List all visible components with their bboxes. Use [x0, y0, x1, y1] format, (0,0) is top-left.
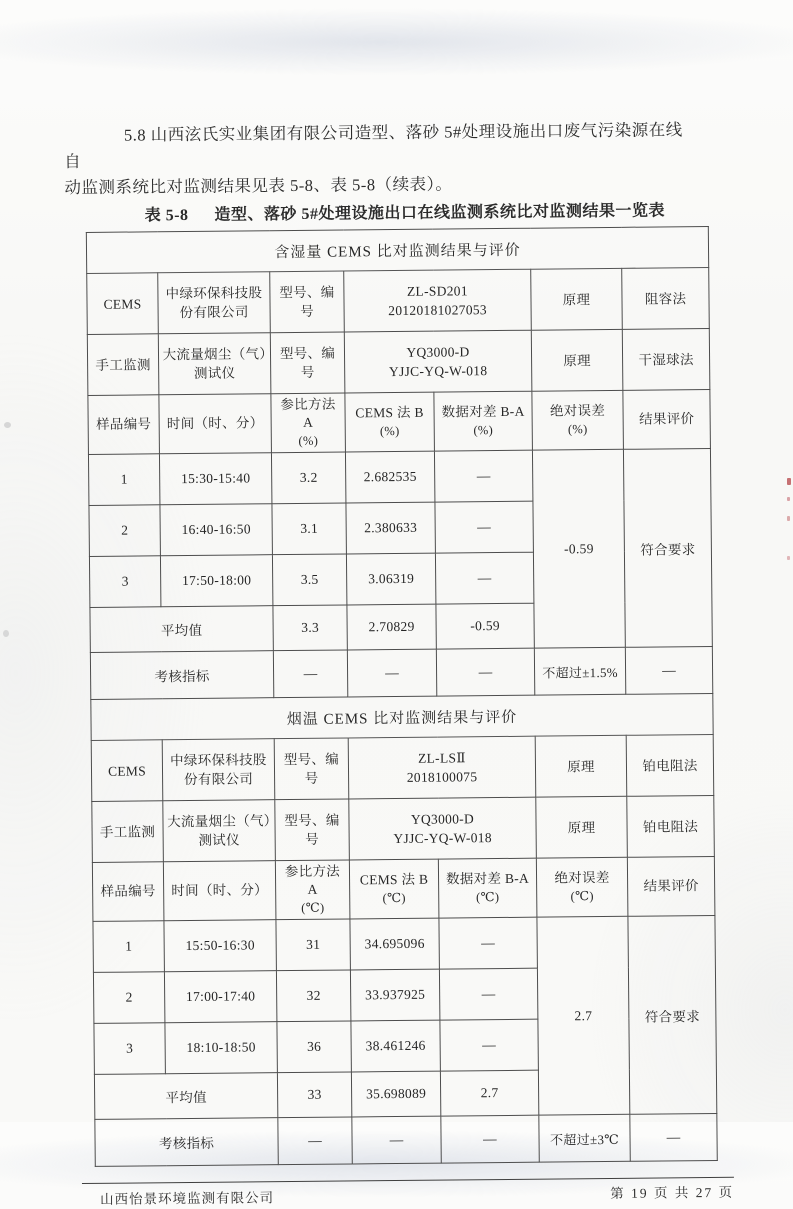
average-cems-value: 35.698089 [351, 1071, 440, 1117]
cell-sample-no: 2 [93, 972, 164, 1024]
cems-model-serial [348, 736, 536, 799]
scan-artifact-smudge [3, 630, 9, 637]
model-serial-label: 型号、编号 [270, 332, 345, 394]
assessment-limit: 不超过±3℃ [539, 1114, 630, 1162]
cell-diff: — [435, 501, 533, 553]
footer-company-name: 山西怡景环境监测有限公司 [100, 1190, 275, 1207]
footer-row [82, 1178, 734, 1208]
section2-title-row [91, 693, 713, 740]
cell-sample-no: 1 [88, 454, 159, 506]
manual-label: 手工监测 [92, 801, 164, 863]
cell-cems-value: 2.380633 [346, 502, 435, 554]
cems-model: ZL-SD201 [406, 283, 468, 299]
section1-title-row [86, 226, 708, 273]
assessment-index-row [90, 646, 712, 699]
assessment-result: — [630, 1113, 717, 1161]
section1-manual-row [87, 328, 710, 395]
cems-serial: 2018100075 [406, 769, 478, 785]
assessment-index-row [95, 1113, 717, 1166]
cell-diff: — [439, 968, 537, 1020]
col-header-abs-error: 绝对误差 (℃) [536, 857, 628, 917]
assessment-cems: — [352, 1116, 441, 1164]
cems-vendor: 中绿环保科技股份有限公司 [162, 739, 275, 801]
comparison-monitoring-table [86, 226, 718, 1167]
cell-time: 15:50-16:30 [164, 920, 276, 972]
principle-label: 原理 [535, 735, 627, 797]
assessment-index-label: 考核指标 [90, 651, 273, 700]
cell-ref-value: 3.5 [272, 554, 346, 606]
cell-diff: — [435, 552, 533, 604]
cell-abs-error-merged: 2.7 [537, 916, 630, 1115]
cell-diff: — [440, 1019, 538, 1071]
model-serial-label: 型号、编号 [274, 738, 349, 800]
col-header-abs-error: 绝对误差 (%) [532, 390, 624, 450]
assessment-diff: — [441, 1115, 539, 1163]
cell-sample-no: 1 [93, 921, 164, 973]
average-label: 平均值 [90, 606, 273, 653]
principle-label: 原理 [531, 268, 623, 330]
assessment-result: — [625, 646, 712, 694]
manual-label: 手工监测 [87, 334, 159, 396]
cell-time: 17:50-18:00 [160, 555, 272, 607]
model-serial-label: 型号、编号 [270, 271, 345, 333]
cell-sample-no: 3 [94, 1023, 165, 1075]
col-header-result: 结果评价 [627, 856, 715, 916]
cell-time: 17:00-17:40 [164, 971, 276, 1023]
scan-artifact-red-mark [787, 497, 790, 501]
col-header-time: 时间（时、分） [163, 861, 276, 921]
assessment-cems: — [347, 649, 436, 697]
cell-cems-value: 2.682535 [345, 451, 434, 503]
cell-result-merged: 符合要求 [623, 448, 712, 647]
section2-cems-row [91, 734, 714, 801]
col-header-cems-method: CEMS 法 B (%) [345, 392, 435, 452]
manual-model: YQ3000-D [406, 344, 470, 360]
col-header-sample-no: 样品编号 [92, 862, 164, 922]
scan-artifact-red-mark [787, 516, 790, 521]
manual-principle: 铂电阻法 [627, 795, 715, 857]
cems-vendor: 中绿环保科技股份有限公司 [158, 272, 271, 334]
intro-paragraph [64, 117, 693, 201]
cell-ref-value: 31 [276, 919, 350, 971]
cell-cems-value: 3.06319 [346, 553, 435, 605]
average-ref-value: 3.3 [273, 605, 347, 651]
cell-diff: — [439, 917, 537, 969]
cell-cems-value: 34.695096 [350, 918, 439, 970]
table-caption-label: 表 5-8 [144, 206, 189, 225]
col-header-data-diff: 数据对差 B-A (℃) [438, 858, 537, 918]
manual-vendor: 大流量烟尘（气）测试仪 [158, 333, 271, 395]
cell-abs-error-merged: -0.59 [532, 449, 625, 648]
col-header-cems-method: CEMS 法 B (℃) [349, 859, 439, 919]
assessment-ref: — [273, 650, 347, 698]
intro-line-2: 动监测系统比对监测结果见表 5-8、表 5-8（续表）。 [64, 174, 453, 198]
cell-ref-value: 3.2 [271, 452, 345, 504]
manual-vendor: 大流量烟尘（气）测试仪 [163, 800, 276, 862]
cems-model-serial [344, 269, 532, 332]
section2-title: 烟温 CEMS 比对监测结果与评价 [91, 693, 713, 740]
cell-diff: — [434, 450, 532, 502]
section2-header-row [92, 856, 715, 921]
intro-line-1: 5.8 山西泫氏实业集团有限公司造型、落砂 5#处理设施出口废气污染源在线自 [64, 120, 683, 172]
cell-cems-value: 33.937925 [350, 969, 439, 1021]
average-diff: -0.59 [436, 603, 534, 649]
manual-model-serial [349, 797, 537, 860]
assessment-limit: 不超过±1.5% [534, 647, 625, 695]
average-ref-value: 33 [277, 1072, 351, 1118]
cems-principle: 铂电阻法 [626, 734, 714, 796]
table-row [93, 915, 716, 972]
cems-label: CEMS [91, 740, 163, 802]
col-header-ref-method: 参比方法 A (℃) [275, 860, 350, 920]
section1-cems-row [87, 267, 710, 334]
cell-cems-value: 38.461246 [351, 1020, 440, 1072]
cell-sample-no: 2 [89, 505, 160, 557]
manual-serial: YJJC-YQ-W-018 [393, 830, 492, 847]
scan-artifact-smudge [4, 422, 11, 428]
section1-header-row [88, 389, 711, 454]
average-diff: 2.7 [440, 1070, 538, 1116]
cems-label: CEMS [87, 273, 159, 335]
col-header-data-diff: 数据对差 B-A (%) [434, 391, 533, 451]
col-header-sample-no: 样品编号 [88, 395, 160, 455]
assessment-index-label: 考核指标 [95, 1118, 278, 1167]
cell-ref-value: 36 [277, 1021, 351, 1073]
manual-model: YQ3000-D [410, 811, 475, 827]
principle-label: 原理 [531, 329, 623, 391]
col-header-ref-method: 参比方法 A (%) [271, 393, 346, 453]
table-caption [145, 196, 785, 225]
cems-serial: 20120181027053 [388, 302, 488, 319]
scan-artifact-red-mark [787, 556, 790, 560]
cell-ref-value: 3.1 [272, 503, 346, 555]
manual-serial: YJJC-YQ-W-018 [388, 363, 488, 380]
cems-principle: 阻容法 [622, 267, 710, 329]
manual-model-serial [344, 330, 532, 393]
cell-result-merged: 符合要求 [628, 915, 717, 1114]
table-caption-title: 造型、落砂 5#处理设施出口在线监测系统比对监测结果一览表 [214, 202, 666, 224]
page-footer [82, 1177, 734, 1208]
manual-principle: 干湿球法 [622, 328, 710, 390]
assessment-diff: — [436, 648, 534, 696]
table-row [88, 448, 711, 505]
section1-title: 含湿量 CEMS 比对监测结果与评价 [86, 226, 708, 273]
cell-time: 15:30-15:40 [159, 453, 271, 505]
cems-model: ZL-LSⅡ [417, 750, 466, 766]
principle-label: 原理 [536, 796, 628, 858]
average-label: 平均值 [94, 1073, 277, 1120]
cell-time: 16:40-16:50 [160, 504, 272, 556]
scan-artifact-red-mark [787, 478, 791, 485]
average-cems-value: 2.70829 [347, 604, 436, 650]
cell-time: 18:10-18:50 [165, 1022, 277, 1074]
col-header-time: 时间（时、分） [159, 394, 272, 454]
footer-page-number: 第 19 页 共 27 页 [610, 1184, 735, 1201]
assessment-ref: — [278, 1117, 352, 1165]
section2-manual-row [92, 795, 715, 862]
cell-ref-value: 32 [276, 970, 350, 1022]
cell-sample-no: 3 [89, 556, 160, 608]
model-serial-label: 型号、编号 [275, 799, 350, 861]
col-header-result: 结果评价 [623, 389, 711, 449]
